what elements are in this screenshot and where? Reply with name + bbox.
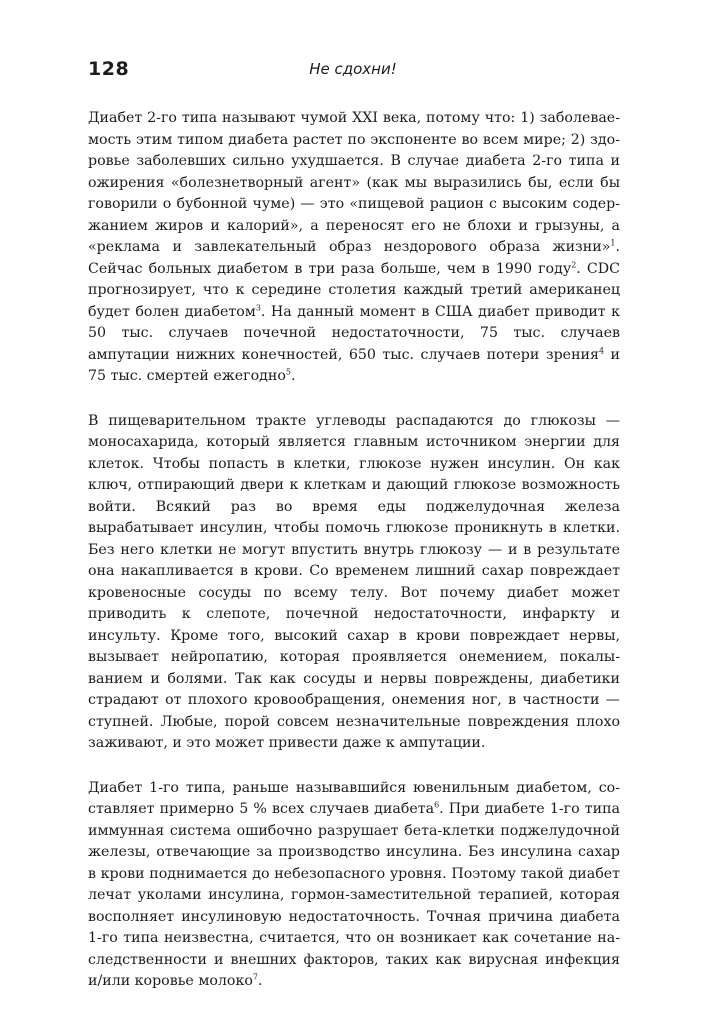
paragraph-glucose-insulin xyxy=(88,411,620,755)
footnote-ref: 5 xyxy=(285,367,291,377)
page-header xyxy=(88,58,618,88)
paragraph-text: . xyxy=(291,368,296,384)
footnote-ref: 4 xyxy=(598,345,605,355)
paragraph-text: . Сейчас больных диабетом в три раза больше, чем в 1990 году xyxy=(88,239,620,277)
paragraph-text: В пищеварительном тракте углеводы распадаются до глюкозы — моносахарида, который является главным источником энергии для клеток. Чтобы попасть в клетки, глюкозе нужен инсулин. Он как ключ, отпирающий двери к клеткам и дающий глюкозе возможность войти. Всякий раз во время еды поджелудочная железа вырабатывает инсулин, чтобы помочь глюкозе проникнуть в клетки. Без него клетки не могут впустить внутрь глюкозу — и в результате она накапливается в крови. Со временем лишний сахар повреждает кровеносные сосуды по всему телу. Вот почему диабет может приводить к слепоте, почечной недостаточности, инфаркту и инсульту. Кроме того, высокий сахар в крови повреждает нервы, вызывает нейропатию, которая проявляется онемением, покалыванием и болями. Так как сосуды и нервы повреждены, диабетики страдают от плохого кровообращения, онемения ног, в частности — ступней. Любые, порой совсем незначительные повреждения плохо заживают, и это может привести даже к ампутации. xyxy=(88,412,620,751)
footnote-ref: 3 xyxy=(255,302,261,312)
footnote-ref: 2 xyxy=(571,259,577,269)
body-text xyxy=(88,108,620,1016)
paragraph-text: . При диабете 1-го типа иммунная система ошибочно разрушает бета-клетки поджелудочной железы, отвечающие за производство инсулина. Без инсулина сахар в крови поднимается до небезопасного уровня. Поэтому такой диабет лечат уколами инсулина, гормон-заместительной терапией, которая восполняет инсулиновую недостаточность. Точная причина диабета 1-го типа неизвестна, считается, что он возникает как сочетание наследственности и внешних факторов, таких как вирусная инфекция и/или коровье молоко xyxy=(88,801,620,989)
paragraph-type2-diabetes xyxy=(88,108,620,388)
paragraph-text: . xyxy=(257,973,263,989)
paragraph-text: . На данный момент в США диабет приводит к 50 тыс. случаев почечной недостаточности, 75 тыс. случаев ампутации нижних конечностей, 650 тыс. случаев потери зрения xyxy=(88,303,621,363)
footnote-ref: 7 xyxy=(252,972,258,982)
footnote-ref: 6 xyxy=(434,800,440,810)
running-title: Не сдохни! xyxy=(309,60,397,78)
footnote-ref: 1 xyxy=(610,238,616,248)
paragraph-text: Диабет 2-го типа называют чумой XXI века, потому что: 1) заболеваемость этим типом диабета растет по экспоненте во всем мире; 2) здоровье заболевших сильно ухудшается. В случае диабета 2-го типа и ожирения «болезнетворный агент» (как мы выразились бы, если бы говорили о бубонной чуме) — это «пищевой рацион с высоким содержанием жиров и калорий», а переносят его не блохи и грызуны, а «реклама и завлекательный образ нездорового образа жизни» xyxy=(88,110,620,255)
page-number: 128 xyxy=(88,58,130,80)
paragraph-text: . CDC прогнозирует, что к середине столетия каждый третий американец будет болен диабетом xyxy=(88,260,620,320)
paragraph-text: и 75 тыс. смертей ежегодно xyxy=(88,346,620,384)
paragraph-type1-diabetes xyxy=(88,778,620,993)
paragraph-text: Диабет 1-го типа, раньше называвшийся ювенильным диабетом, составляет примерно 5 % всех случаев диабета xyxy=(88,779,620,817)
